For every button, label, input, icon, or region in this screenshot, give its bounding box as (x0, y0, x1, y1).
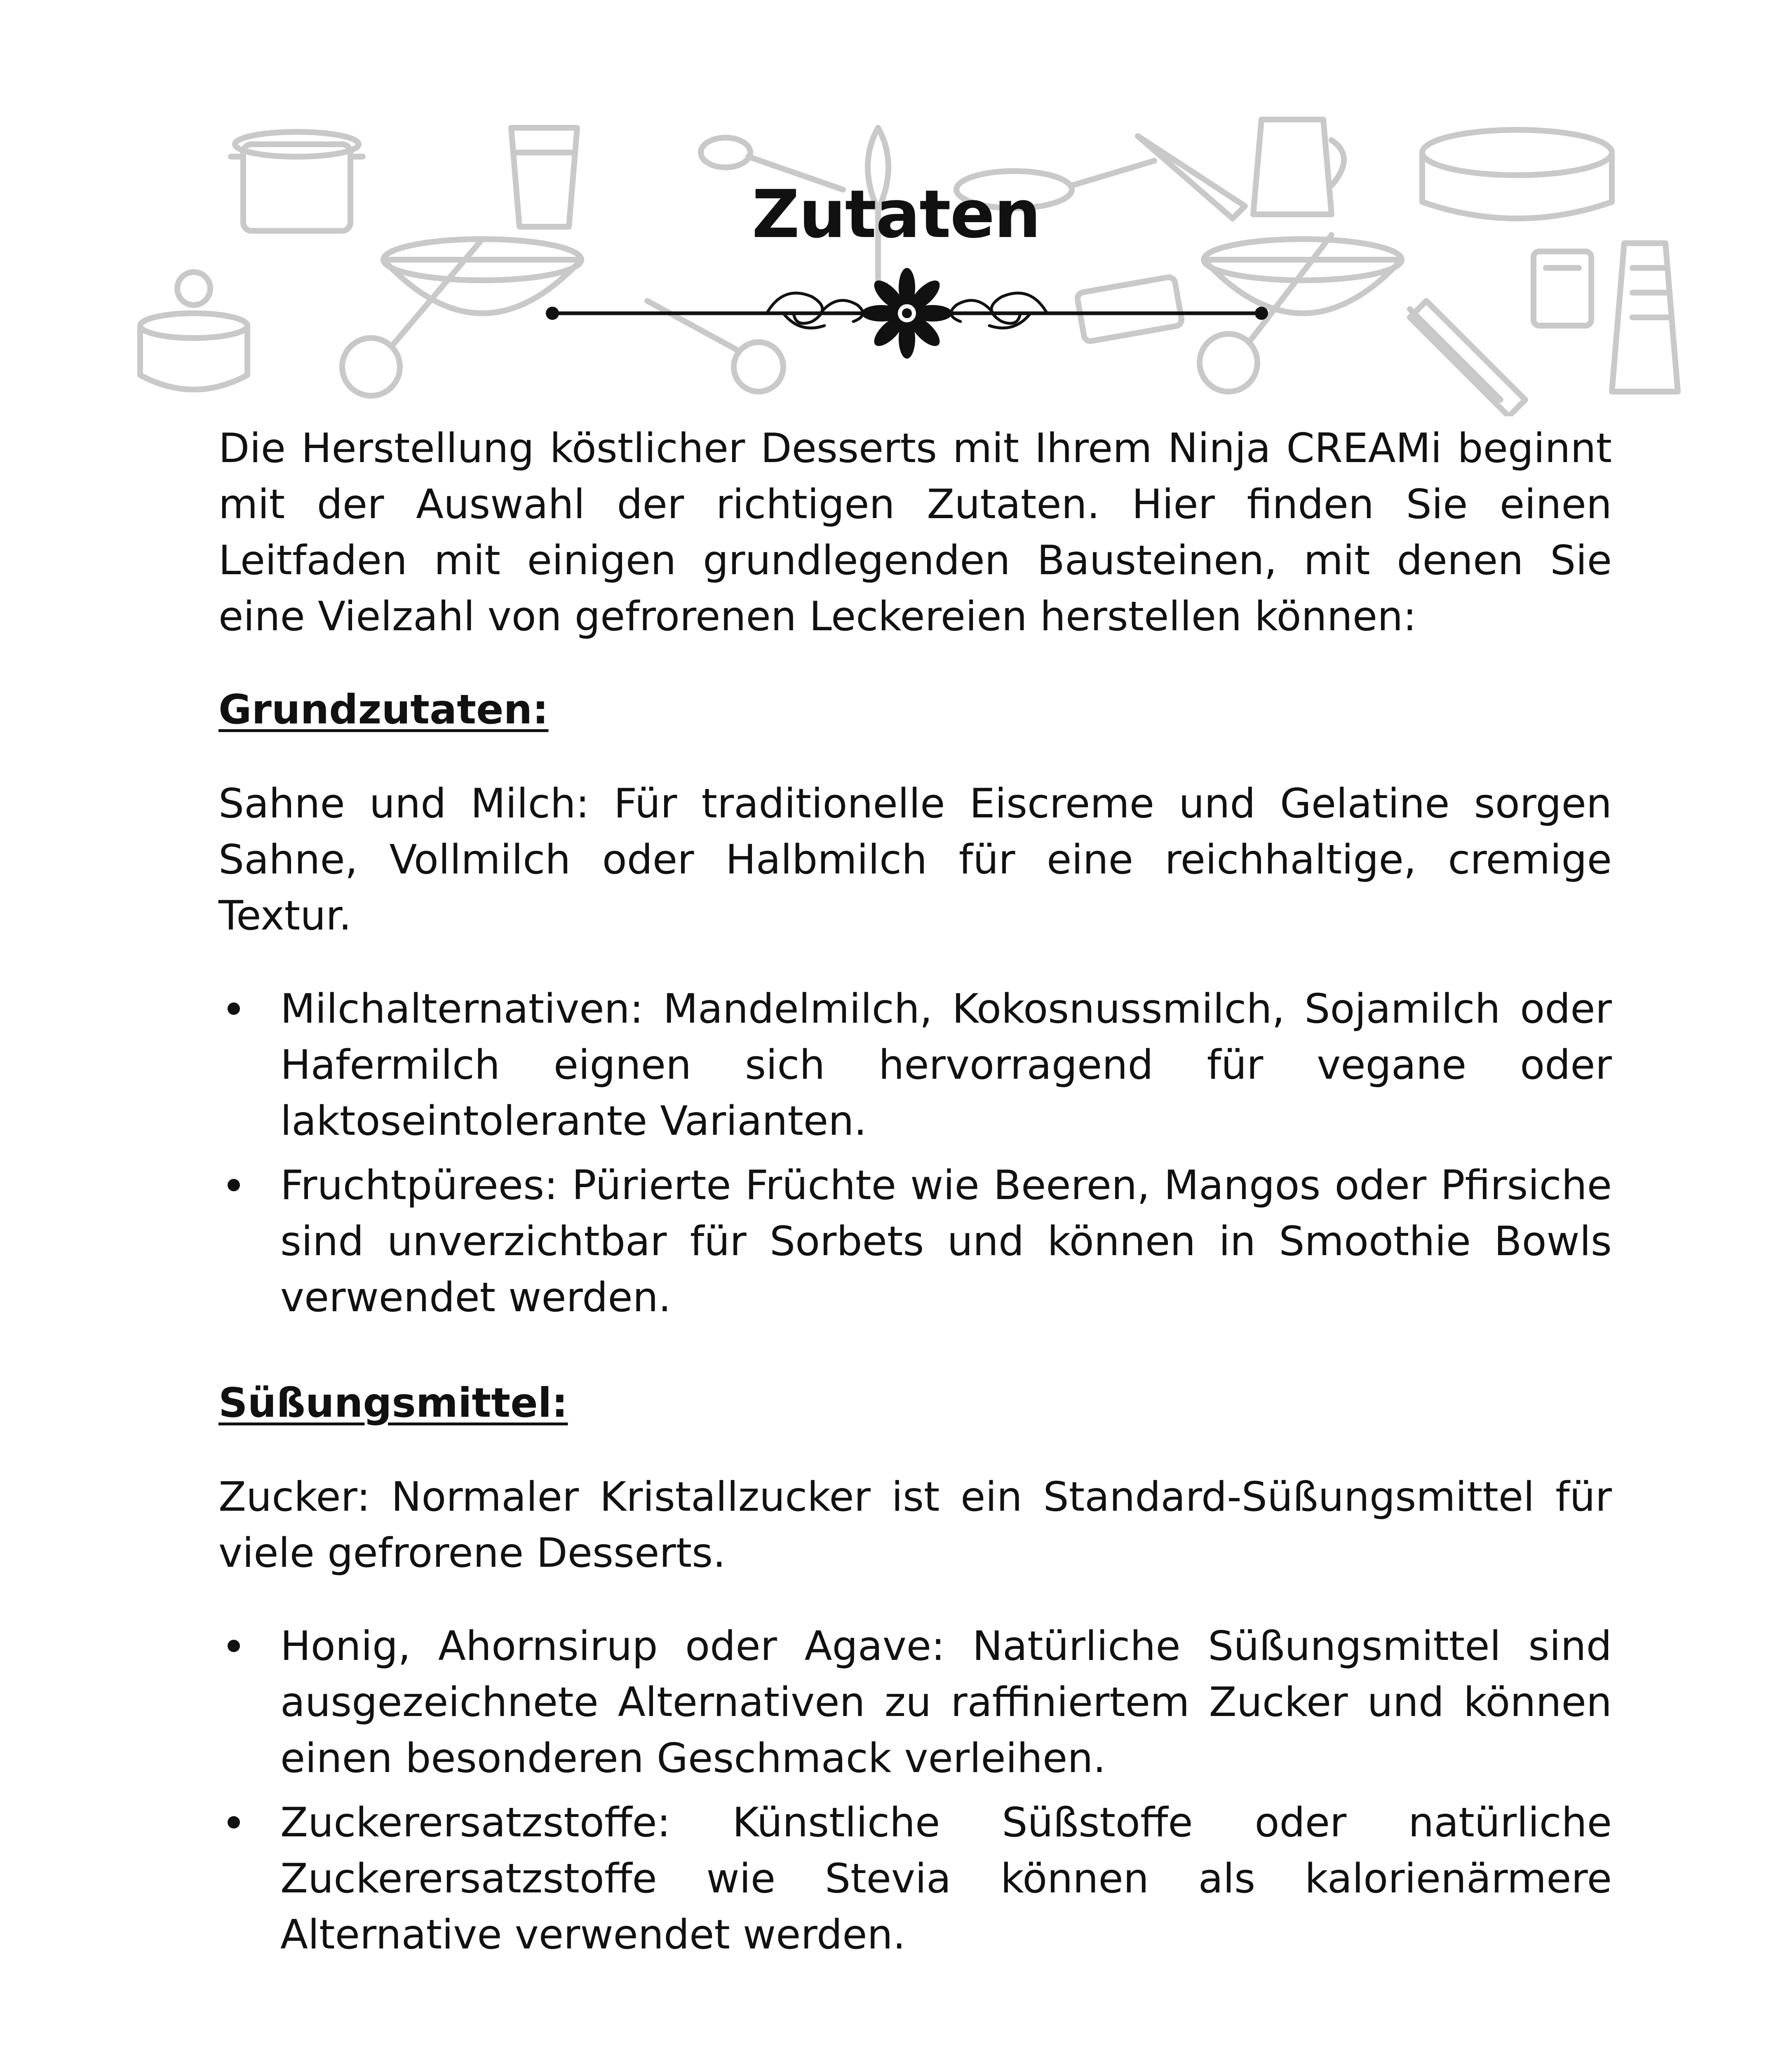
list-item-text: Zuckerersatzstoffe: Künstliche Süßstoffe oder natürliche Zuckerersatzstoffe wie Stevia können als kalorienärmere Alternative verwendet werden. (280, 1799, 1612, 1958)
bullet-list (218, 1618, 1612, 1963)
ornamental-divider (536, 268, 1278, 359)
section-paragraph: Zucker: Normaler Kristallzucker ist ein Standard-Süßungsmittel für viele gefrorene Desserts. (218, 1474, 1612, 1577)
list-item (218, 981, 1612, 1149)
intro-paragraph: Die Herstellung köstlicher Desserts mit Ihrem Ninja CREAMi beginnt mit der Auswahl der richtigen Zutaten. Hier finden Sie einen Leitfaden mit einigen grundlegenden Bausteinen, mit denen Sie eine Vielzahl von gefrorenen Leckereien herstellen können: (218, 425, 1612, 640)
section-heading-grundzutaten: Grundzutaten: (218, 686, 549, 733)
flourish-right-icon (951, 293, 1047, 328)
list-item (218, 1795, 1612, 1963)
list-item (218, 1157, 1612, 1326)
section-heading-suessungsmittel: Süßungsmittel: (218, 1380, 568, 1427)
page-title: Zutaten (752, 176, 1040, 253)
list-item-text: Milchalternativen: Mandelmilch, Kokosnussmilch, Sojamilch oder Hafermilch eignen sich hervorragend für vegane oder laktoseintolerante Varianten. (280, 986, 1612, 1145)
list-item-text: Fruchtpürees: Pürierte Früchte wie Beeren, Mangos oder Pfirsiche sind unverzichtbar für Sorbets und können in Smoothie Bowls verwendet werden. (280, 1162, 1612, 1321)
bullet-icon (228, 1002, 240, 1015)
bullet-icon (228, 1179, 240, 1191)
bullet-icon (228, 1816, 240, 1829)
grater-icon (1612, 243, 1678, 392)
cooking-pot-icon (140, 272, 247, 390)
section-paragraph: Sahne und Milch: Für traditionelle Eiscreme und Gelatine sorgen Sahne, Vollmilch oder Halbmilch für eine reichhaltige, cremige Textur. (218, 780, 1612, 939)
bullet-icon (228, 1640, 240, 1652)
bullet-list (218, 981, 1612, 1326)
list-item (218, 1618, 1612, 1786)
rolling-pin-icon (1410, 301, 1525, 416)
document-body (218, 420, 1612, 2012)
flower-icon (862, 268, 952, 359)
scale-icon (1534, 251, 1591, 326)
list-item-text: Honig, Ahornsirup oder Agave: Natürliche Süßungsmittel sind ausgezeichnete Alternativen zu raffiniertem Zucker und können einen besonderen Geschmack verleihen. (280, 1623, 1612, 1782)
flourish-left-icon (767, 293, 863, 328)
kitchen-doodle-band-top (0, 95, 1792, 416)
